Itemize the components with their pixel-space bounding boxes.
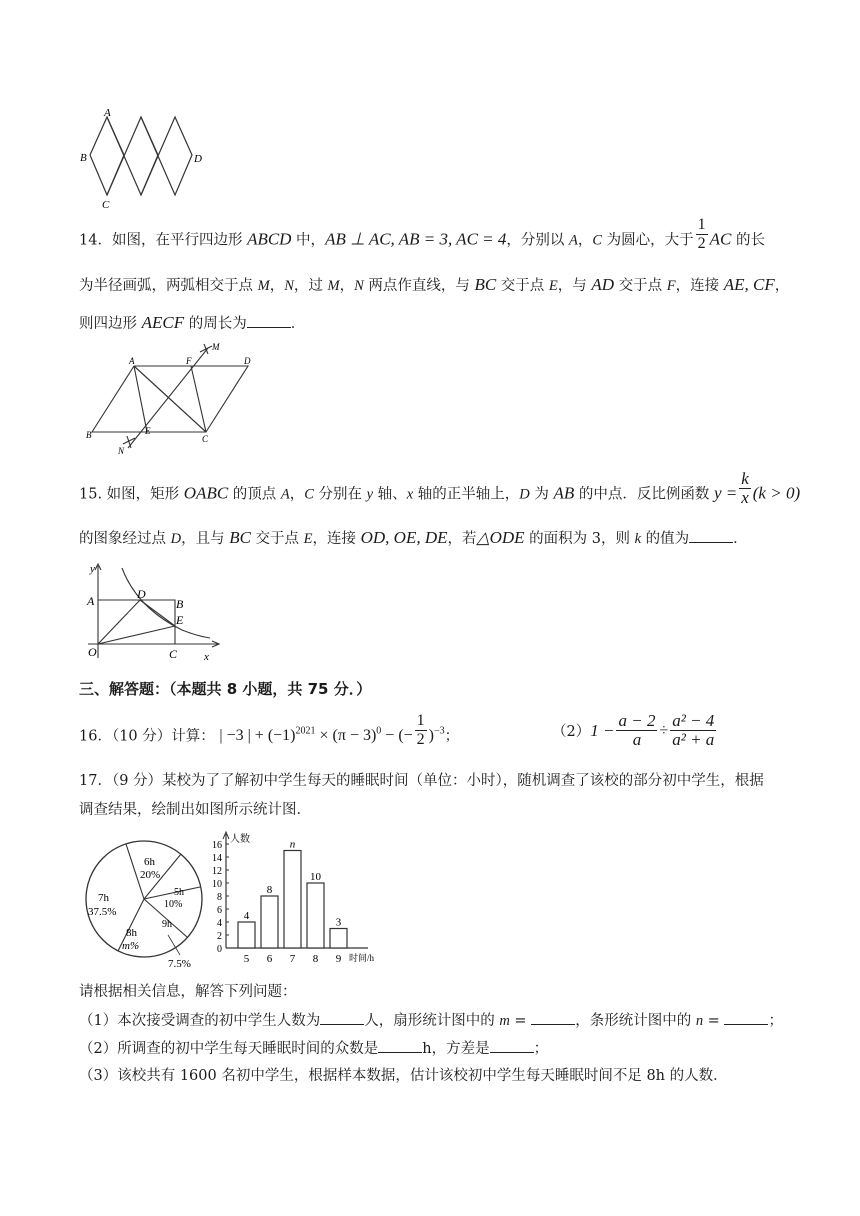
bar-chart bbox=[200, 826, 380, 974]
figure-rhombus-chain bbox=[78, 105, 218, 215]
pie-label-7h: 7h bbox=[98, 892, 109, 904]
q17-blank-mode[interactable] bbox=[378, 1038, 422, 1053]
bar-xtick-label: 6 bbox=[266, 953, 273, 965]
bar-rect bbox=[284, 851, 301, 949]
bar-rect bbox=[238, 922, 255, 948]
fig14-C: C bbox=[202, 434, 209, 444]
q15-line1: 15. 如图，矩形 OABC 的顶点 A，C 分别在 y 轴、x 轴的正半轴上，D 为 AB 的中点．反比例函数 y = $\frac{k}{x}$ (k > 0) bbox=[79, 469, 801, 507]
q14-line3: 则四边形 AECF 的周长为 ． bbox=[79, 313, 306, 332]
q16-expr1: | −3 | + $(-1)^{2021} \times (\pi - 3)^0$ − (− $\frac{1}{2}$ )$^{-3}$ bbox=[219, 712, 445, 749]
q16-part2: （2） 1 − $\frac{a - 2}{a}$ ÷ $\frac{\text{a² − 4}}{\text{a² + a}}$ bbox=[552, 711, 715, 749]
bar-data-label: 4 bbox=[243, 910, 250, 922]
q17-part2: （2）所调查的初中学生每天睡眠时间的众数是 h，方差是 ； bbox=[79, 1038, 548, 1059]
bar-ytick-label: 12 bbox=[212, 866, 222, 877]
fig14-M: M bbox=[212, 342, 220, 352]
pie-chart bbox=[82, 835, 214, 970]
bar-data-label: n bbox=[289, 838, 296, 851]
bar-rect bbox=[330, 929, 347, 949]
bar-xtick-label: 9 bbox=[335, 953, 342, 965]
q14-half: $\frac{1}{2}$ bbox=[697, 216, 706, 252]
pie-label-8h: 8h bbox=[126, 927, 137, 939]
q17-line2: 调查结果，绘制出如图所示统计图． bbox=[79, 802, 311, 818]
bar-rect bbox=[307, 883, 324, 948]
label-C: C bbox=[102, 199, 110, 211]
q17-blank-count[interactable] bbox=[320, 1010, 364, 1025]
bar-xtick-label: 8 bbox=[312, 953, 319, 965]
fig14-E: E bbox=[145, 426, 151, 436]
pie-label-5h-pct: 10% bbox=[164, 899, 183, 910]
fig14-D: D bbox=[244, 356, 251, 366]
fig14-B: B bbox=[86, 430, 92, 440]
figure-parallelogram bbox=[78, 340, 268, 455]
bar-ytick-label: 6 bbox=[217, 905, 222, 916]
label-D: D bbox=[194, 153, 202, 165]
pie-label-7h-pct: 37.5% bbox=[88, 906, 117, 918]
bar-ytick-label: 10 bbox=[212, 879, 222, 890]
fig15-O: O bbox=[88, 645, 97, 659]
bar-data-label: 8 bbox=[266, 884, 273, 896]
q17-part3: （3）该校共有 1600 名初中学生，根据样本数据，估计该校初中学生每天睡眠时间不足 8h 的人数． bbox=[79, 1068, 728, 1084]
q17-blank-m[interactable] bbox=[531, 1010, 575, 1025]
pie-label-9h: 9h bbox=[162, 919, 172, 930]
q17-prompt: 请根据相关信息，解答下列问题： bbox=[79, 984, 297, 1000]
bar-ytick-label: 0 bbox=[217, 944, 222, 955]
fig14-A: A bbox=[129, 356, 135, 366]
q16-line: 16．（10 分）计算： | −3 | + $(-1)^{2021} \times (\pi - 3)^0$ − (− $\frac{1}{2}$ )$^{-3}$； bbox=[79, 712, 460, 749]
q14-answer-blank[interactable] bbox=[247, 313, 291, 328]
fig15-y: y bbox=[90, 563, 95, 575]
section-3-heading: 三、解答题：（本题共 8 小题，共 75 分．） bbox=[79, 680, 372, 698]
fig14-F: F bbox=[186, 356, 192, 366]
bar-ytick-label: 16 bbox=[212, 840, 222, 851]
fig15-x: x bbox=[204, 651, 209, 663]
bar-y-label: 人数 bbox=[230, 834, 250, 845]
q17-line1: 17．（9 分）某校为了了解初中学生每天的睡眠时间（单位：小时），随机调查了该校的部分初中学生，根据 bbox=[79, 773, 764, 789]
q15-line2: 的图象经过点 D，且与 BC 交于点 E，连接 OD, OE, DE，若△ODE 的面积为 3，则 k 的值为 ． bbox=[79, 528, 748, 547]
fig15-B: B bbox=[176, 597, 184, 611]
q15-answer-blank[interactable] bbox=[689, 528, 733, 543]
q17-blank-variance[interactable] bbox=[490, 1038, 534, 1053]
pie-label-8h-pct: m% bbox=[122, 940, 140, 952]
q15-k-over-x: $\frac{k}{x}$ bbox=[741, 469, 749, 507]
fig15-A: A bbox=[87, 594, 95, 608]
bar-rect bbox=[261, 896, 278, 948]
bar-data-label: 10 bbox=[310, 871, 321, 883]
pie-label-6h-pct: 20% bbox=[140, 869, 161, 881]
fig15-C: C bbox=[169, 647, 178, 661]
pie-label-5h: 5h bbox=[174, 887, 184, 898]
fig15-E: E bbox=[176, 613, 184, 627]
bar-ytick-label: 2 bbox=[217, 931, 222, 942]
bar-xtick-label: 5 bbox=[243, 953, 250, 965]
q17-part1: （1）本次接受调查的初中学生人数为 人，扇形统计图中的 m = ，条形统计图中的 n = ； bbox=[79, 1010, 783, 1031]
label-B: B bbox=[80, 152, 87, 164]
pie-annot-7-5: 7.5% bbox=[168, 958, 191, 970]
pie-label-6h: 6h bbox=[144, 856, 155, 868]
q14-line2: 为半径画弧，两弧相交于点 M，N，过 M，N 两点作直线，与 BC 交于点 E，与 AD 交于点 F，连接 AE, CF， bbox=[79, 275, 790, 294]
bar-data-label: 3 bbox=[335, 916, 342, 929]
fig15-D: D bbox=[137, 587, 146, 601]
bar-ytick-label: 4 bbox=[217, 918, 222, 929]
bar-ytick-label: 14 bbox=[212, 853, 222, 864]
q14-line1: 14．如图，在平行四边形 ABCD 中，AB ⊥ AC, AB = 3, AC = 4，分别以 A，C 为圆心，大于 $\frac{1}{2}$ AC 的长 bbox=[79, 216, 765, 252]
q17-blank-n[interactable] bbox=[724, 1010, 768, 1025]
bar-ytick-label: 8 bbox=[217, 892, 222, 903]
bar-xtick-label: 7 bbox=[289, 953, 296, 965]
figure-rectangle-hyperbola bbox=[82, 560, 232, 665]
bar-x-label: 时间/h bbox=[349, 953, 375, 963]
label-A: A bbox=[104, 107, 111, 119]
fig14-N: N bbox=[118, 446, 125, 455]
